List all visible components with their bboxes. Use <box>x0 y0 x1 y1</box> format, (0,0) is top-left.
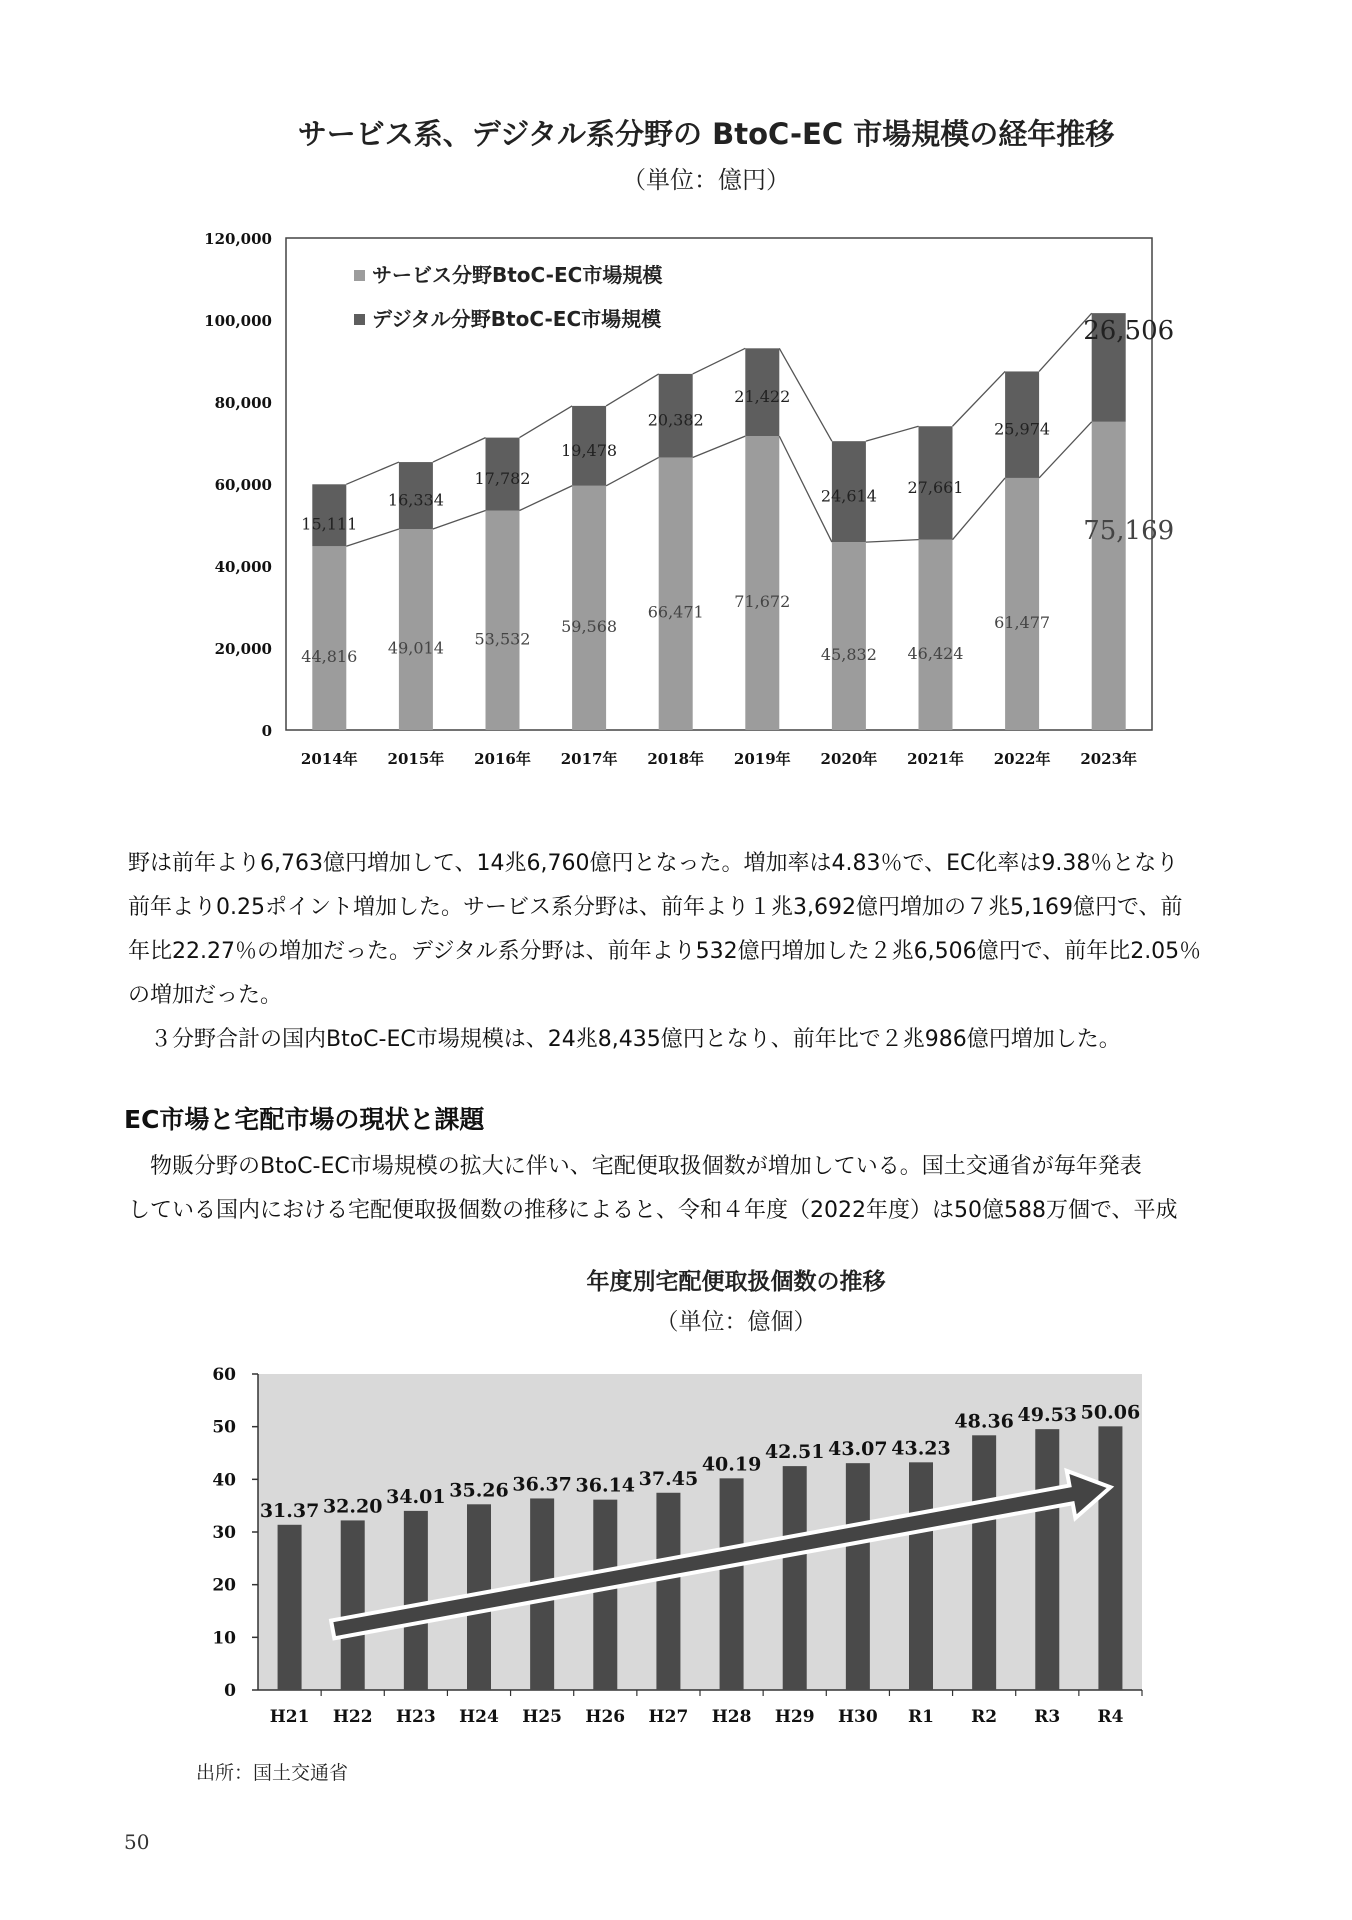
bar-value-label: 40.19 <box>701 1453 762 1476</box>
digital-value-label: 17,782 <box>474 469 531 489</box>
y-tick-label: 10 <box>212 1628 236 1649</box>
x-tick-label: R4 <box>1097 1707 1124 1727</box>
service-bar <box>832 542 866 730</box>
legend-label: デジタル分野BtoC-EC市場規模 <box>372 307 662 331</box>
x-tick-label: H21 <box>269 1707 310 1727</box>
body-line: の増加だった。 <box>128 983 283 1008</box>
bar-value-label: 32.20 <box>322 1495 383 1518</box>
parcel-bar <box>404 1511 428 1690</box>
service-value-label: 71,672 <box>734 592 791 612</box>
y-tick-label: 40,000 <box>214 558 272 576</box>
legend-swatch <box>354 314 365 325</box>
bar-value-label: 36.14 <box>575 1474 636 1497</box>
service-value-label: 45,832 <box>820 645 877 665</box>
legend-swatch <box>354 270 365 281</box>
x-tick-label: 2016年 <box>474 750 531 768</box>
y-tick-label: 20,000 <box>214 640 272 658</box>
digital-value-label: 21,422 <box>734 387 791 407</box>
parcel-bar <box>656 1493 680 1690</box>
body-paragraph-2 <box>128 1145 1238 1233</box>
parcel-bar <box>341 1520 365 1690</box>
service-value-label: 75,169 <box>1083 515 1175 546</box>
y-tick-label: 30 <box>212 1523 236 1543</box>
x-tick-label: 2020年 <box>820 750 878 768</box>
y-tick-label: 100,000 <box>204 312 272 330</box>
service-value-label: 59,568 <box>561 616 618 636</box>
service-value-label: 49,014 <box>387 638 444 658</box>
bar-value-label: 48.36 <box>954 1410 1014 1433</box>
source-note: 出所：国土交通省 <box>196 1762 349 1784</box>
parcel-bar <box>972 1435 996 1690</box>
digital-value-label: 19,478 <box>561 440 618 460</box>
chart2-title: 年度別宅配便取扱個数の推移 <box>586 1269 886 1295</box>
x-tick-label: 2017年 <box>560 750 618 768</box>
body-line: 年比22.27％の増加だった。デジタル系分野は、前年より532億円増加した２兆6,506億円で、前年比2.05％ <box>128 939 1202 964</box>
service-bar <box>312 546 346 730</box>
x-tick-label: 2023年 <box>1080 750 1138 768</box>
x-tick-label: 2014年 <box>300 750 358 768</box>
digital-value-label: 25,974 <box>994 419 1051 439</box>
y-tick-label: 120,000 <box>204 230 272 248</box>
chart1-title: サービス系、デジタル系分野の BtoC-EC 市場規模の経年推移 <box>297 117 1115 151</box>
service-bar <box>919 540 953 730</box>
x-tick-label: R3 <box>1034 1707 1061 1727</box>
x-tick-label: H26 <box>585 1707 626 1727</box>
digital-value-label: 26,506 <box>1083 315 1175 346</box>
body-line: 野は前年より6,763億円増加して、14兆6,760億円となった。増加率は4.83％で、EC化率は9.38％となり <box>128 851 1179 876</box>
x-tick-label: 2021年 <box>907 750 964 768</box>
bar-value-label: 42.51 <box>764 1441 825 1464</box>
x-tick-label: 2019年 <box>733 750 791 768</box>
service-bar <box>572 486 606 730</box>
service-bar <box>659 457 693 730</box>
service-value-label: 53,532 <box>474 629 531 649</box>
y-tick-label: 0 <box>224 1681 236 1701</box>
x-tick-label: H24 <box>459 1707 499 1727</box>
body-line: している国内における宅配便取扱個数の推移によると、令和４年度（2022年度）は50億588万個で、平成 <box>128 1198 1178 1223</box>
bar-value-label: 43.23 <box>891 1437 951 1460</box>
x-tick-label: H29 <box>774 1707 815 1727</box>
parcel-bar <box>909 1462 933 1690</box>
bar-value-label: 35.26 <box>449 1479 509 1502</box>
parcel-bar <box>1098 1426 1122 1690</box>
bar-value-label: 36.37 <box>512 1473 572 1496</box>
y-tick-label: 40 <box>212 1470 236 1491</box>
y-tick-label: 80,000 <box>214 394 272 412</box>
body-paragraph-1 <box>128 842 1238 1062</box>
service-bar <box>486 511 520 730</box>
digital-value-label: 27,661 <box>907 477 964 497</box>
x-tick-label: H25 <box>522 1707 563 1727</box>
x-tick-label: 2022年 <box>993 750 1051 768</box>
chart2-unit: （単位：億個） <box>655 1309 817 1335</box>
parcel-bar <box>593 1500 617 1690</box>
x-tick-label: H23 <box>395 1707 436 1727</box>
service-value-label: 46,424 <box>907 643 964 663</box>
y-tick-label: 60 <box>212 1365 236 1385</box>
parcel-bar <box>278 1525 302 1690</box>
page-number: 50 <box>124 1830 150 1854</box>
parcel-count-chart <box>0 1360 1352 1750</box>
legend-label: サービス分野BtoC-EC市場規模 <box>372 263 663 287</box>
ec-market-chart <box>0 220 1352 780</box>
x-tick-label: H28 <box>711 1707 752 1727</box>
bar-value-label: 49.53 <box>1017 1404 1078 1427</box>
x-tick-label: H30 <box>837 1707 878 1727</box>
digital-value-label: 20,382 <box>647 410 704 430</box>
x-tick-label: H22 <box>332 1707 373 1727</box>
parcel-bar <box>1035 1429 1059 1690</box>
parcel-bar <box>783 1466 807 1690</box>
digital-value-label: 24,614 <box>820 486 877 506</box>
y-tick-label: 20 <box>212 1575 236 1596</box>
service-value-label: 66,471 <box>647 602 704 622</box>
y-tick-label: 60,000 <box>214 476 272 494</box>
x-tick-label: R2 <box>971 1707 998 1727</box>
bar-value-label: 50.06 <box>1080 1401 1141 1424</box>
bar-value-label: 43.07 <box>828 1438 888 1461</box>
x-tick-label: R1 <box>908 1707 934 1727</box>
parcel-bar <box>720 1478 744 1690</box>
y-tick-label: 0 <box>261 722 272 740</box>
service-bar <box>1005 478 1039 730</box>
bar-value-label: 31.37 <box>259 1499 320 1522</box>
chart1-unit: （単位：億円） <box>622 166 790 194</box>
section-heading: EC市場と宅配市場の現状と課題 <box>124 1105 485 1134</box>
body-line: 前年より0.25ポイント増加した。サービス系分野は、前年より１兆3,692億円増加の７兆5,169億円で、前 <box>128 895 1183 920</box>
x-tick-label: H27 <box>648 1707 689 1727</box>
parcel-bar <box>846 1463 870 1690</box>
bar-value-label: 34.01 <box>386 1485 446 1508</box>
body-line: 物販分野のBtoC-EC市場規模の拡大に伴い、宅配便取扱個数が増加している。国土交通省が毎年発表 <box>150 1154 1142 1179</box>
service-bar <box>1092 422 1126 730</box>
digital-value-label: 16,334 <box>387 490 444 510</box>
service-bar <box>399 529 433 730</box>
service-bar <box>745 436 779 730</box>
service-value-label: 44,816 <box>301 647 358 667</box>
x-tick-label: 2018年 <box>647 750 705 768</box>
service-value-label: 61,477 <box>994 612 1051 632</box>
y-tick-label: 50 <box>212 1417 236 1438</box>
bar-value-label: 37.45 <box>638 1467 699 1490</box>
digital-value-label: 15,111 <box>301 514 358 534</box>
body-line: ３分野合計の国内BtoC-EC市場規模は、24兆8,435億円となり、前年比で２兆986億円増加した。 <box>150 1027 1121 1052</box>
x-tick-label: 2015年 <box>387 750 445 768</box>
